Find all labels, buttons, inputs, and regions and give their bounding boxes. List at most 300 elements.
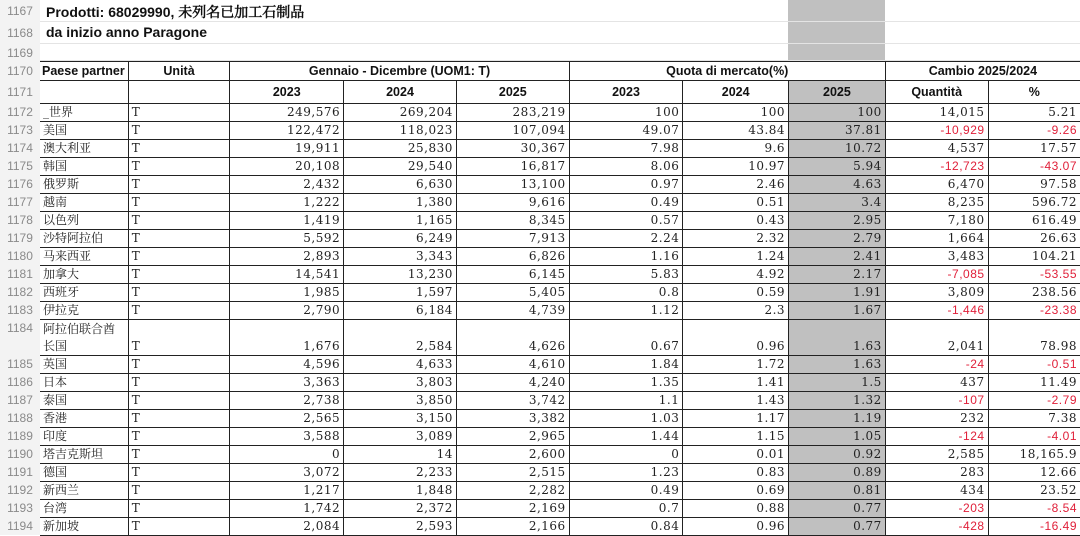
header-share-2023[interactable]: 2023 (569, 81, 683, 104)
cell-country[interactable]: 英国 (40, 356, 128, 374)
cell-share-2023[interactable]: 0.67 (569, 320, 683, 356)
cell-share-2024[interactable]: 0.01 (683, 446, 789, 464)
row-header[interactable]: 1174 (0, 139, 40, 157)
cell-value-2024[interactable]: 1,165 (344, 212, 457, 230)
cell-country[interactable]: 泰国 (40, 392, 128, 410)
cell-change-percent[interactable]: 18,165.9 (988, 446, 1080, 464)
row-header[interactable]: 1193 (0, 499, 40, 517)
cell-share-2024[interactable]: 9.6 (683, 140, 789, 158)
cell-share-2025[interactable]: 0.81 (789, 482, 886, 500)
row-header[interactable]: 1189 (0, 427, 40, 445)
cell-value-2024[interactable]: 4,633 (344, 356, 457, 374)
cell-country[interactable]: 俄罗斯 (40, 176, 128, 194)
cell-value-2025[interactable]: 16,817 (456, 158, 569, 176)
cell-value-2025[interactable]: 4,739 (456, 302, 569, 320)
cell-value-2025[interactable]: 30,367 (456, 140, 569, 158)
cell-value-2025[interactable]: 6,145 (456, 266, 569, 284)
cell-share-2024[interactable]: 0.43 (683, 212, 789, 230)
cell-value-2025[interactable]: 4,240 (456, 374, 569, 392)
cell-share-2025[interactable]: 1.63 (789, 356, 886, 374)
row-header[interactable]: 1175 (0, 157, 40, 175)
table-row (40, 212, 1080, 230)
cell-share-2023[interactable]: 100 (569, 104, 683, 122)
cell-value-2024[interactable]: 2,584 (344, 320, 457, 356)
cell-value-2025[interactable]: 3,382 (456, 410, 569, 428)
cell-share-2024[interactable]: 1.17 (683, 410, 789, 428)
cell-change-percent[interactable]: -0.51 (988, 356, 1080, 374)
cell-country[interactable]: 伊拉克 (40, 302, 128, 320)
cell-share-2025[interactable]: 0.77 (789, 518, 886, 536)
header-blank[interactable] (40, 81, 128, 104)
table-row (40, 266, 1080, 284)
cell-unit[interactable]: T (128, 428, 230, 446)
cell-share-2023[interactable]: 2.24 (569, 230, 683, 248)
cell-value-2023[interactable]: 1,742 (230, 500, 344, 518)
cell-value-2023[interactable]: 4,596 (230, 356, 344, 374)
cell-share-2023[interactable]: 1.84 (569, 356, 683, 374)
table-row (40, 356, 1080, 374)
cell-value-2024[interactable]: 13,230 (344, 266, 457, 284)
cell-change-percent[interactable]: 97.58 (988, 176, 1080, 194)
row-header[interactable]: 1177 (0, 193, 40, 211)
cell-value-2024[interactable]: 1,597 (344, 284, 457, 302)
cell-change-quantity[interactable]: 232 (885, 410, 988, 428)
cell-value-2025[interactable]: 2,166 (456, 518, 569, 536)
row-header[interactable]: 1190 (0, 445, 40, 463)
cell-share-2024[interactable]: 43.84 (683, 122, 789, 140)
cell-value-2023[interactable]: 1,985 (230, 284, 344, 302)
cell-share-2025[interactable]: 37.81 (789, 122, 886, 140)
cell-value-2023[interactable]: 2,565 (230, 410, 344, 428)
cell-share-2023[interactable]: 1.23 (569, 464, 683, 482)
table-row (40, 500, 1080, 518)
cell-share-2024[interactable]: 1.72 (683, 356, 789, 374)
cell-share-2025[interactable]: 1.19 (789, 410, 886, 428)
cell-country[interactable]: 日本 (40, 374, 128, 392)
cell-country[interactable]: 台湾 (40, 500, 128, 518)
cell-change-percent[interactable]: 26.63 (988, 230, 1080, 248)
cell-share-2024[interactable]: 2.3 (683, 302, 789, 320)
header-partner[interactable]: Paese partner (40, 62, 128, 81)
cell-value-2023[interactable]: 2,738 (230, 392, 344, 410)
cell-share-2024[interactable]: 0.88 (683, 500, 789, 518)
table-row (40, 230, 1080, 248)
cell-value-2023[interactable]: 2,432 (230, 176, 344, 194)
cell-unit[interactable]: T (128, 482, 230, 500)
cell-country[interactable]: 以色列 (40, 212, 128, 230)
row-header[interactable]: 1184 (0, 319, 40, 355)
cell-country[interactable]: 加拿大 (40, 266, 128, 284)
cell-share-2024[interactable]: 0.96 (683, 320, 789, 356)
table-row (40, 284, 1080, 302)
cell-country[interactable]: 阿拉伯联合酋长国 (40, 320, 128, 356)
cell-share-2025[interactable]: 1.32 (789, 392, 886, 410)
cell-value-2025[interactable]: 107,094 (456, 122, 569, 140)
cell-share-2024[interactable]: 0.59 (683, 284, 789, 302)
row-header[interactable]: 1171 (0, 80, 40, 103)
cell-unit[interactable]: T (128, 248, 230, 266)
cell-share-2025[interactable]: 2.79 (789, 230, 886, 248)
cell-share-2025[interactable]: 1.5 (789, 374, 886, 392)
cell-value-2024[interactable]: 25,830 (344, 140, 457, 158)
cell-value-2023[interactable]: 2,790 (230, 302, 344, 320)
cell-change-percent[interactable]: -9.26 (988, 122, 1080, 140)
cell-share-2025[interactable]: 1.67 (789, 302, 886, 320)
cell-value-2023[interactable]: 14,541 (230, 266, 344, 284)
cell-value-2023[interactable]: 1,419 (230, 212, 344, 230)
cell-change-percent[interactable]: 596.72 (988, 194, 1080, 212)
cell-share-2025[interactable]: 0.92 (789, 446, 886, 464)
cell-unit[interactable]: T (128, 230, 230, 248)
cell-change-quantity[interactable]: -12,723 (885, 158, 988, 176)
row-header[interactable]: 1167 (0, 0, 40, 22)
cell-value-2023[interactable]: 122,472 (230, 122, 344, 140)
row-header[interactable]: 1185 (0, 355, 40, 373)
cell-change-percent[interactable]: 17.57 (988, 140, 1080, 158)
cell-value-2023[interactable]: 5,592 (230, 230, 344, 248)
table-row (40, 194, 1080, 212)
cell-value-2024[interactable]: 1,380 (344, 194, 457, 212)
cell-change-percent[interactable]: -43.07 (988, 158, 1080, 176)
header-year-2023[interactable]: 2023 (230, 81, 344, 104)
cell-share-2023[interactable]: 1.35 (569, 374, 683, 392)
cell-value-2024[interactable]: 1,848 (344, 482, 457, 500)
cell-value-2025[interactable]: 2,965 (456, 428, 569, 446)
cell-value-2024[interactable]: 29,540 (344, 158, 457, 176)
table-row (40, 374, 1080, 392)
cell-unit[interactable]: T (128, 158, 230, 176)
row-header[interactable]: 1187 (0, 391, 40, 409)
cell-share-2023[interactable]: 1.1 (569, 392, 683, 410)
cell-share-2024[interactable]: 0.96 (683, 518, 789, 536)
cell-value-2024[interactable]: 6,184 (344, 302, 457, 320)
cell-change-quantity[interactable]: 7,180 (885, 212, 988, 230)
cell-value-2024[interactable]: 6,630 (344, 176, 457, 194)
row-header[interactable]: 1170 (0, 61, 40, 80)
cell-share-2025[interactable]: 10.72 (789, 140, 886, 158)
cell-country[interactable]: 韩国 (40, 158, 128, 176)
cell-value-2024[interactable]: 3,343 (344, 248, 457, 266)
cell-change-quantity[interactable]: -107 (885, 392, 988, 410)
table-row (40, 302, 1080, 320)
cell-share-2023[interactable]: 7.98 (569, 140, 683, 158)
cell-change-quantity[interactable]: 437 (885, 374, 988, 392)
cell-change-quantity[interactable]: -124 (885, 428, 988, 446)
cell-value-2025[interactable]: 6,826 (456, 248, 569, 266)
table-row (40, 410, 1080, 428)
cell-share-2023[interactable]: 0.57 (569, 212, 683, 230)
cell-value-2024[interactable]: 3,089 (344, 428, 457, 446)
cell-unit[interactable]: T (128, 122, 230, 140)
header-year-2025[interactable]: 2025 (456, 81, 569, 104)
cell-value-2024[interactable]: 2,372 (344, 500, 457, 518)
cell-value-2023[interactable]: 3,072 (230, 464, 344, 482)
cell-change-percent[interactable]: -8.54 (988, 500, 1080, 518)
cell-value-2024[interactable]: 3,803 (344, 374, 457, 392)
cell-value-2023[interactable]: 1,676 (230, 320, 344, 356)
cell-share-2024[interactable]: 100 (683, 104, 789, 122)
cell-change-quantity[interactable]: 8,235 (885, 194, 988, 212)
table-row (40, 518, 1080, 536)
cell-unit[interactable]: T (128, 302, 230, 320)
cell-share-2023[interactable]: 0.49 (569, 482, 683, 500)
cell-unit[interactable]: T (128, 518, 230, 536)
cell-share-2023[interactable]: 0.97 (569, 176, 683, 194)
cell-share-2025[interactable]: 2.17 (789, 266, 886, 284)
row-header[interactable]: 1188 (0, 409, 40, 427)
cell-value-2024[interactable]: 269,204 (344, 104, 457, 122)
header-year-2024[interactable]: 2024 (344, 81, 457, 104)
cell-change-percent[interactable]: 238.56 (988, 284, 1080, 302)
table-row (40, 428, 1080, 446)
cell-share-2025[interactable]: 0.77 (789, 500, 886, 518)
cell-value-2025[interactable]: 2,169 (456, 500, 569, 518)
cell-country[interactable]: 塔吉克斯坦 (40, 446, 128, 464)
cell-share-2025[interactable]: 2.95 (789, 212, 886, 230)
cell-change-quantity[interactable]: 6,470 (885, 176, 988, 194)
cell-country[interactable]: 新西兰 (40, 482, 128, 500)
cell-value-2025[interactable]: 9,616 (456, 194, 569, 212)
cell-change-quantity[interactable]: 2,585 (885, 446, 988, 464)
cell-value-2023[interactable]: 2,084 (230, 518, 344, 536)
cell-unit[interactable]: T (128, 356, 230, 374)
row-header[interactable]: 1181 (0, 265, 40, 283)
table-row (40, 176, 1080, 194)
cell-unit[interactable]: T (128, 104, 230, 122)
header-row-subcolumns (40, 81, 1080, 104)
header-share-group[interactable]: Quota di mercato(%) (569, 62, 885, 81)
cell-change-percent[interactable]: 23.52 (988, 482, 1080, 500)
cell-value-2025[interactable]: 2,515 (456, 464, 569, 482)
cell-change-quantity[interactable]: -10,929 (885, 122, 988, 140)
cell-value-2025[interactable]: 3,742 (456, 392, 569, 410)
cell-change-percent[interactable]: -4.01 (988, 428, 1080, 446)
cell-value-2025[interactable]: 2,282 (456, 482, 569, 500)
cell-change-percent[interactable]: 616.49 (988, 212, 1080, 230)
cell-change-percent[interactable]: 78.98 (988, 320, 1080, 356)
header-blank[interactable] (128, 81, 230, 104)
cell-value-2024[interactable]: 14 (344, 446, 457, 464)
cell-country[interactable]: 澳大利亚 (40, 140, 128, 158)
row-header[interactable]: 1183 (0, 301, 40, 319)
cell-share-2025[interactable]: 2.41 (789, 248, 886, 266)
cell-value-2023[interactable]: 19,911 (230, 140, 344, 158)
cell-value-2023[interactable]: 2,893 (230, 248, 344, 266)
cell-value-2024[interactable]: 3,850 (344, 392, 457, 410)
cell-change-quantity[interactable]: 4,537 (885, 140, 988, 158)
cell-unit[interactable]: T (128, 284, 230, 302)
cell-share-2023[interactable]: 1.03 (569, 410, 683, 428)
header-change-quantity[interactable]: Quantità (885, 81, 988, 104)
cell-value-2023[interactable]: 1,222 (230, 194, 344, 212)
cell-share-2025[interactable]: 1.91 (789, 284, 886, 302)
cell-share-2023[interactable]: 0 (569, 446, 683, 464)
row-header[interactable]: 1179 (0, 229, 40, 247)
cell-share-2024[interactable]: 1.24 (683, 248, 789, 266)
cell-value-2023[interactable]: 1,217 (230, 482, 344, 500)
cell-change-percent[interactable]: -23.38 (988, 302, 1080, 320)
cell-unit[interactable]: T (128, 446, 230, 464)
row-header[interactable]: 1194 (0, 517, 40, 535)
cell-unit[interactable]: T (128, 500, 230, 518)
cell-share-2023[interactable]: 49.07 (569, 122, 683, 140)
selected-column-highlight (788, 0, 885, 61)
cell-unit[interactable]: T (128, 410, 230, 428)
cell-share-2024[interactable]: 1.43 (683, 392, 789, 410)
table-row (40, 248, 1080, 266)
cell-change-quantity[interactable]: -1,446 (885, 302, 988, 320)
cell-change-quantity[interactable]: -203 (885, 500, 988, 518)
cell-change-quantity[interactable]: 283 (885, 464, 988, 482)
cell-share-2024[interactable]: 10.97 (683, 158, 789, 176)
table-row (40, 140, 1080, 158)
cell-share-2024[interactable]: 0.51 (683, 194, 789, 212)
cell-share-2025[interactable]: 100 (789, 104, 886, 122)
cell-value-2025[interactable]: 283,219 (456, 104, 569, 122)
table-row (40, 464, 1080, 482)
cell-share-2023[interactable]: 1.12 (569, 302, 683, 320)
cell-country[interactable]: 越南 (40, 194, 128, 212)
cell-share-2023[interactable]: 0.8 (569, 284, 683, 302)
cell-unit[interactable]: T (128, 140, 230, 158)
cell-value-2025[interactable]: 4,610 (456, 356, 569, 374)
cell-unit[interactable]: T (128, 266, 230, 284)
cell-share-2025[interactable]: 0.89 (789, 464, 886, 482)
cell-value-2024[interactable]: 2,233 (344, 464, 457, 482)
row-header[interactable]: 1169 (0, 44, 40, 61)
row-header[interactable]: 1180 (0, 247, 40, 265)
cell-change-percent[interactable]: -53.55 (988, 266, 1080, 284)
cell-country[interactable]: 马来西亚 (40, 248, 128, 266)
cell-change-quantity[interactable]: -428 (885, 518, 988, 536)
cell-value-2023[interactable]: 3,588 (230, 428, 344, 446)
cell-value-2025[interactable]: 5,405 (456, 284, 569, 302)
cell-unit[interactable]: T (128, 464, 230, 482)
cell-change-percent[interactable]: 5.21 (988, 104, 1080, 122)
header-row-groups (40, 62, 1080, 81)
cell-country[interactable]: 香港 (40, 410, 128, 428)
cell-share-2023[interactable]: 0.7 (569, 500, 683, 518)
cell-change-quantity[interactable]: 2,041 (885, 320, 988, 356)
table-row (40, 104, 1080, 122)
table-row (40, 392, 1080, 410)
cell-value-2025[interactable]: 4,626 (456, 320, 569, 356)
cell-country[interactable]: 美国 (40, 122, 128, 140)
cell-change-quantity[interactable]: 434 (885, 482, 988, 500)
header-unit[interactable]: Unità (128, 62, 230, 81)
row-header[interactable]: 1172 (0, 103, 40, 121)
cell-share-2024[interactable]: 2.32 (683, 230, 789, 248)
cell-value-2024[interactable]: 2,593 (344, 518, 457, 536)
cell-share-2023[interactable]: 1.44 (569, 428, 683, 446)
cell-unit[interactable]: T (128, 392, 230, 410)
cell-change-quantity[interactable]: 3,809 (885, 284, 988, 302)
cell-unit[interactable]: T (128, 212, 230, 230)
cell-value-2024[interactable]: 118,023 (344, 122, 457, 140)
cell-value-2025[interactable]: 13,100 (456, 176, 569, 194)
cell-value-2025[interactable]: 7,913 (456, 230, 569, 248)
cell-change-percent[interactable]: -2.79 (988, 392, 1080, 410)
cell-share-2025[interactable]: 3.4 (789, 194, 886, 212)
cell-country[interactable]: _世界 (40, 104, 128, 122)
cell-country[interactable]: 沙特阿拉伯 (40, 230, 128, 248)
row-header[interactable]: 1186 (0, 373, 40, 391)
cell-value-2025[interactable]: 8,345 (456, 212, 569, 230)
row-header[interactable]: 1178 (0, 211, 40, 229)
cell-share-2023[interactable]: 0.49 (569, 194, 683, 212)
table-row (40, 158, 1080, 176)
row-header[interactable]: 1182 (0, 283, 40, 301)
cell-value-2024[interactable]: 3,150 (344, 410, 457, 428)
cell-value-2024[interactable]: 6,249 (344, 230, 457, 248)
cell-change-percent[interactable]: 11.49 (988, 374, 1080, 392)
cell-country[interactable]: 西班牙 (40, 284, 128, 302)
cell-value-2025[interactable]: 2,600 (456, 446, 569, 464)
cell-share-2023[interactable]: 8.06 (569, 158, 683, 176)
cell-change-quantity[interactable]: 1,664 (885, 230, 988, 248)
cell-change-quantity[interactable]: 3,483 (885, 248, 988, 266)
header-share-2025[interactable]: 2025 (789, 81, 886, 104)
cell-country[interactable]: 新加坡 (40, 518, 128, 536)
cell-change-percent[interactable]: 104.21 (988, 248, 1080, 266)
row-header[interactable]: 1176 (0, 175, 40, 193)
cell-share-2025[interactable]: 5.94 (789, 158, 886, 176)
cell-change-percent[interactable]: -16.49 (988, 518, 1080, 536)
cell-change-percent[interactable]: 7.38 (988, 410, 1080, 428)
cell-share-2024[interactable]: 1.15 (683, 428, 789, 446)
cell-change-quantity[interactable]: -24 (885, 356, 988, 374)
trade-data-table (40, 61, 1080, 536)
cell-unit[interactable]: T (128, 320, 230, 356)
cell-change-percent[interactable]: 12.66 (988, 464, 1080, 482)
cell-value-2023[interactable]: 3,363 (230, 374, 344, 392)
cell-share-2023[interactable]: 0.84 (569, 518, 683, 536)
cell-share-2023[interactable]: 1.16 (569, 248, 683, 266)
cell-share-2024[interactable]: 4.92 (683, 266, 789, 284)
sheet-title-product[interactable]: Prodotti: 68029990, 未列名已加工石制品 (46, 4, 305, 20)
header-change-percent[interactable]: % (988, 81, 1080, 104)
header-share-2024[interactable]: 2024 (683, 81, 789, 104)
cell-country[interactable]: 印度 (40, 428, 128, 446)
cell-change-quantity[interactable]: -7,085 (885, 266, 988, 284)
cell-share-2024[interactable]: 0.69 (683, 482, 789, 500)
row-header[interactable]: 1168 (0, 22, 40, 44)
cell-change-quantity[interactable]: 14,015 (885, 104, 988, 122)
cell-unit[interactable]: T (128, 176, 230, 194)
cell-share-2025[interactable]: 4.63 (789, 176, 886, 194)
cell-share-2024[interactable]: 0.83 (683, 464, 789, 482)
cell-share-2025[interactable]: 1.05 (789, 428, 886, 446)
gridline (40, 43, 1080, 44)
cell-share-2024[interactable]: 2.46 (683, 176, 789, 194)
row-header[interactable]: 1191 (0, 463, 40, 481)
cell-share-2025[interactable]: 1.63 (789, 320, 886, 356)
cell-unit[interactable]: T (128, 194, 230, 212)
header-period-group[interactable]: Gennaio - Dicembre (UOM1: T) (230, 62, 569, 81)
cell-share-2024[interactable]: 1.41 (683, 374, 789, 392)
table-row (40, 482, 1080, 500)
cell-value-2023[interactable]: 20,108 (230, 158, 344, 176)
cell-value-2023[interactable]: 249,576 (230, 104, 344, 122)
row-header[interactable]: 1192 (0, 481, 40, 499)
cell-value-2023[interactable]: 0 (230, 446, 344, 464)
cell-unit[interactable]: T (128, 374, 230, 392)
sheet-title-subtitle[interactable]: da inizio anno Paragone (46, 24, 208, 40)
cell-country[interactable]: 德国 (40, 464, 128, 482)
row-header[interactable]: 1173 (0, 121, 40, 139)
cell-share-2023[interactable]: 5.83 (569, 266, 683, 284)
header-change-group[interactable]: Cambio 2025/2024 (885, 62, 1080, 81)
